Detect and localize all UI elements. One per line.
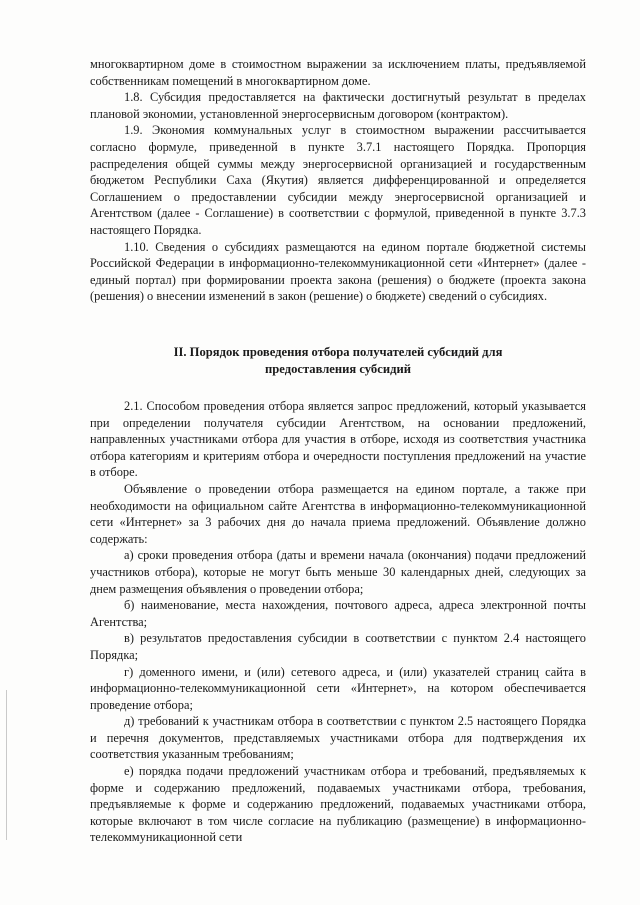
paragraph-1-10: 1.10. Сведения о субсидиях размещаются на едином портале бюджетной системы Российской Федерации в информационно-телекоммуникационной сети «Интернет» (далее - единый портал) при формировании проекта закона (решения) о бюджете (проекта закона (решения) о внесении изменений в закон (решение) о бюджете) сведений о субсидиях. <box>90 239 586 304</box>
section-heading-line-1: II. Порядок проведения отбора получателей субсидий для <box>173 345 503 359</box>
list-item-v: в) результатов предоставления субсидии в соответствии с пунктом 2.4 настоящего Порядка; <box>90 631 586 662</box>
list-item-a: а) сроки проведения отбора (даты и времени начала (окончания) подачи предложений участников отбора), которые не могут быть меньше 30 календарных дней, следующих за днем размещения объявления о проведении отбора; <box>90 548 586 596</box>
paragraph-1-8: 1.8. Субсидия предоставляется на фактически достигнутый результат в пределах плановой экономии, установленной энергосервисным договором (контрактом). <box>90 90 586 121</box>
paragraph-continuation: многоквартирном доме в стоимостном выражении за исключением платы, предъявляемой собственникам помещений в многоквартирном доме. <box>90 57 586 88</box>
list-item-e: е) порядка подачи предложений участникам отбора и требований, предъявляемых к форме и содержанию предложений, подаваемых участниками отбора, требования, предъявляемые к форме и содержанию предложений, подаваемых участниками отбора, которые включают в том числе согласие на публикацию (размещение) в информационно-телекоммуникационной сети <box>90 764 586 845</box>
top-text-block <box>90 56 586 305</box>
section-text-block <box>90 398 586 846</box>
list-item-g: г) доменного имени, и (или) сетевого адреса, и (или) указателей страниц сайта в информационно-телекоммуникационной сети «Интернет», на котором обеспечивается проведение отбора; <box>90 664 586 712</box>
list-item-d: д) требований к участникам отбора в соответствии с пунктом 2.5 настоящего Порядка и перечня документов, представляемых участниками отбора для подтверждения их соответствия указанным требованиям; <box>90 714 586 762</box>
paragraph-announcement: Объявление о проведении отбора размещается на едином портале, а также при необходимости на официальном сайте Агентства в информационно-телекоммуникационной сети «Интернет» за 3 рабочих дня до начала приема предложений. Объявление должно содержать: <box>90 481 586 546</box>
list-item-b: б) наименование, места нахождения, почтового адреса, адреса электронной почты Агентства; <box>90 598 586 629</box>
section-heading-line-2: предоставления субсидий <box>265 361 411 376</box>
paragraph-2-1: 2.1. Способом проведения отбора является запрос предложений, который указывается при определении получателя субсидии Агентством, на основании предложений, направленных участниками отбора для участия в отборе, исходя из соответствия участника отбора категориям и критериям отбора и очередности поступления предложений на участие в отборе. <box>90 399 586 480</box>
scan-edge-mark <box>6 690 7 840</box>
section-heading <box>90 344 586 377</box>
paragraph-1-9: 1.9. Экономия коммунальных услуг в стоимостном выражении рассчитывается согласно формуле, приведенной в пункте 3.7.1 настоящего Порядка. Пропорция распределения общей суммы между энергосервисной организацией и государственным бюджетом Республики Саха (Якутия) является дифференцированной и определяется Соглашением о предоставлении субсидии между энергосервисной организацией и Агентством (далее - Соглашение) в соответствии с формулой, приведенной в пункте 3.7.3 настоящего Порядка. <box>90 123 586 237</box>
